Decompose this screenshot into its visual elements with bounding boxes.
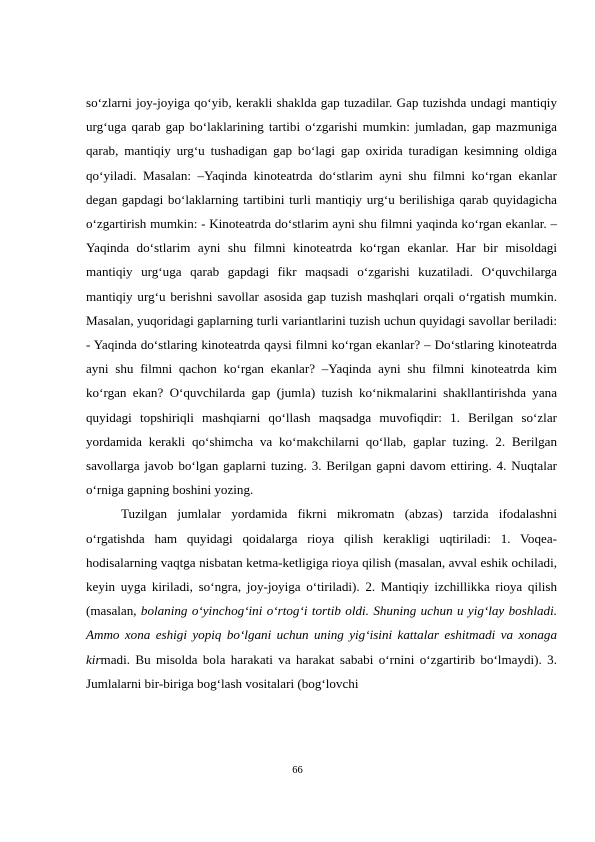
paragraph-text: madi. Bu misolda bola harakati va harakat sababi o‘rnini o‘zgartirib bo‘lmaydi). 3. Jumlalarni bir-biriga bog‘lash vositalari (bog‘lovchi xyxy=(86,651,557,691)
italic-example: bolaning o‘yinchog‘ini o‘rtog‘i tortib oldi. Shuning uchun u yig‘lay boshladi. Ammo xona eshigi yopiq bo‘lgani uchun uning yig‘isini kattalar eshitmadi va xonaga kir xyxy=(86,603,557,667)
page-number: 66 xyxy=(292,765,303,776)
paragraph-text: Tuzilgan jumlalar yordamida fikrni mikromatn (abzas) tarzida ifodalashni o‘rgatishda ham quyidagi qoidalarga rioya qilish kerakligi uqtiriladi: 1. Voqea-hodisalarning vaqtga nisbatan ketma-ketligiga rioya qilish (masalan, avval eshik ochiladi, keyin uyga kiriladi, so‘ngra, joy-joyiga o‘tiriladi). 2. Mantiqiy izchillikka rioya qilish (masalan, xyxy=(86,506,557,619)
paragraph-text: so‘zlarni joy-joyiga qo‘yib, kerakli shaklda gap tuzadilar. Gap tuzishda undagi mantiqiy urg‘uga qarab gap bo‘laklarining tartibi o‘zgarishi mumkin: jumladan, gap mazmuniga qarab, mantiqiy urg‘u tushadigan gap bo‘lagi gap oxirida turadigan kesimning oldiga qo‘yiladi. Masalan: –Yaqinda kinoteatrda do‘stlarim ayni shu filmni ko‘rgan ekanlar degan gapdagi bo‘laklarning tartibini turli mantiqiy urg‘u berilishiga qarab quyidagicha o‘zgartirish mumkin: - Kinoteatrda do‘stlarim ayni shu filmni yaqinda ko‘rgan ekanlar. – Yaqinda do‘stlarim ayni shu filmni kinoteatrda ko‘rgan ekanlar. Har bir misoldagi mantiqiy urg‘uga qarab gapdagi fikr maqsadi o‘zgarishi kuzatiladi. O‘quvchilarga mantiqiy urg‘u berishni savollar asosida gap tuzish mashqlari orqali o‘rgatish mumkin. Masalan, yuqoridagi gaplarning turli variantlarini tuzish uchun quyidagi savollar beriladi: - Yaqinda do‘stlaring kinoteatrda qaysi filmni ko‘rgan ekanlar? – Do‘stlaring kinoteatrda ayni shu filmni qachon ko‘rgan ekanlar? –Yaqinda ayni shu filmni kinoteatrda kim ko‘rgan ekan? O‘quvchilarda gap (jumla) tuzish ko‘nikmalarini shakllantirishda yana quyidagi topshiriqli mashqiarni qo‘llash maqsadga muvofiqdir: 1. Berilgan so‘zlar yordamida kerakli qo‘shimcha va ko‘makchilarni qo‘llab, gaplar tuzing. 2. Berilgan savollarga javob bo‘lgan gaplarni tuzing. 3. Berilgan gapni davom ettiring. 4. Nuqtalar o‘rniga gapning boshini yozing. xyxy=(86,95,557,498)
paragraph xyxy=(86,502,557,696)
body-text xyxy=(86,91,557,696)
paragraph xyxy=(86,91,557,502)
